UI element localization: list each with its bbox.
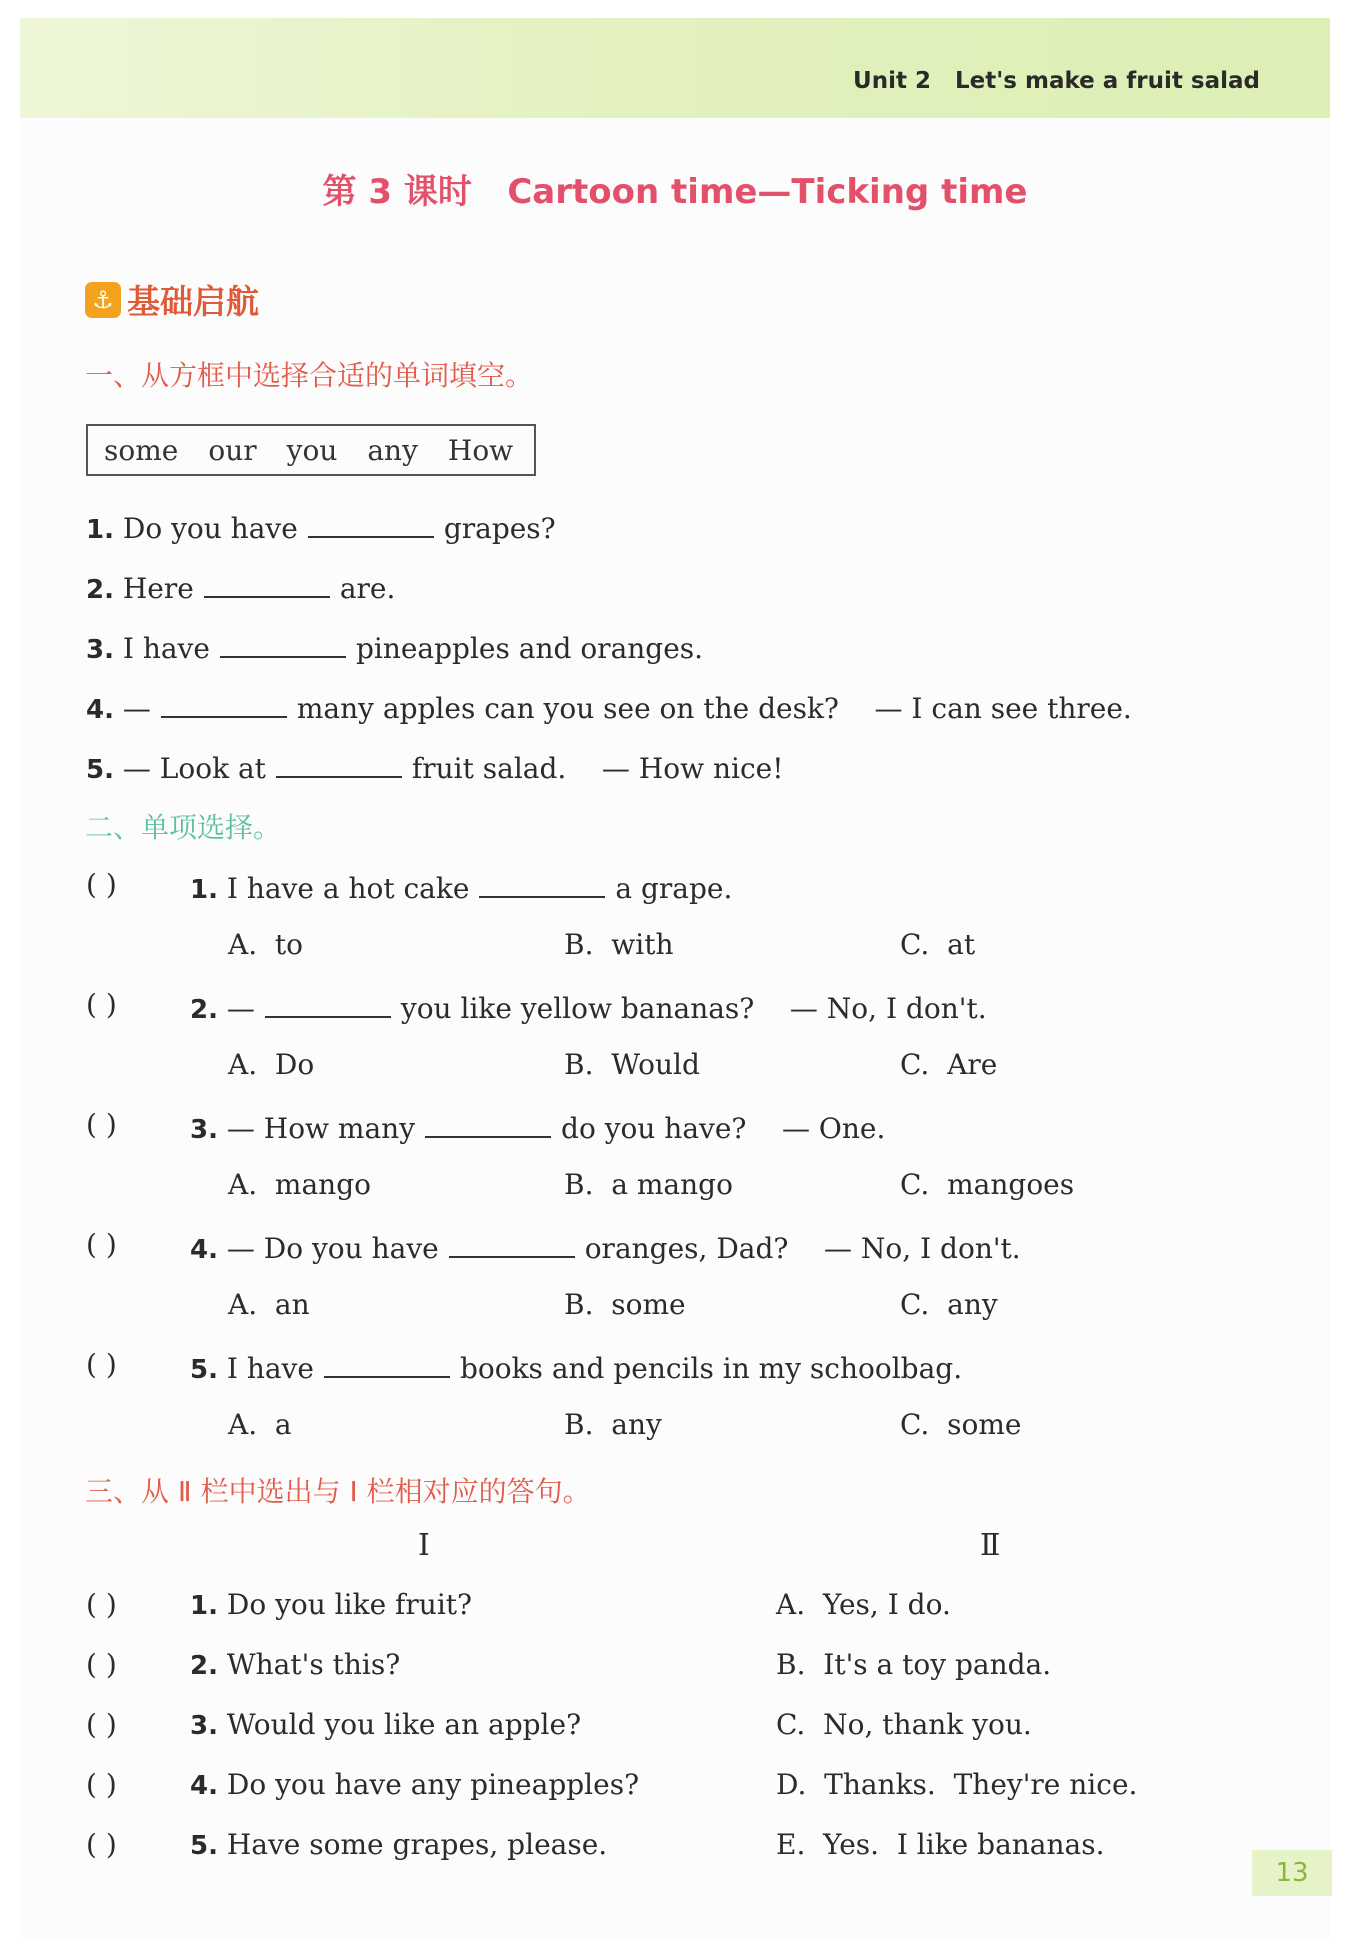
match-question: 3. Would you like an apple? — [190, 1708, 582, 1741]
answer-blank[interactable] — [308, 508, 434, 538]
option-a[interactable]: A. a — [228, 1408, 292, 1441]
answer-paren[interactable]: ( ) — [86, 1348, 117, 1381]
column-2-heading: Ⅱ — [980, 1528, 1001, 1563]
match-answer: C. No, thank you. — [776, 1708, 1032, 1741]
answer-blank — [425, 1108, 551, 1138]
match-answer: E. Yes. I like bananas. — [776, 1828, 1105, 1861]
answer-paren[interactable]: ( ) — [86, 1228, 117, 1261]
option-a[interactable]: A. Do — [228, 1048, 315, 1081]
option-b[interactable]: B. a mango — [564, 1168, 733, 1201]
answer-paren[interactable]: ( ) — [86, 1708, 117, 1741]
answer-blank — [479, 868, 605, 898]
part3-heading: 三、从 Ⅱ 栏中选出与 Ⅰ 栏相对应的答句。 — [85, 1475, 591, 1508]
unit-title: Let's make a fruit salad — [955, 68, 1260, 94]
option-a[interactable]: A. mango — [228, 1168, 371, 1201]
choice-question: 4. — Do you have oranges, Dad? — No, I don't. — [190, 1228, 1021, 1265]
answer-paren[interactable]: ( ) — [86, 1588, 117, 1621]
answer-blank — [449, 1228, 575, 1258]
option-c[interactable]: C. at — [900, 928, 976, 961]
fill-item: 1. Do you have grapes? — [86, 508, 556, 545]
answer-blank — [265, 988, 391, 1018]
option-c[interactable]: C. any — [900, 1288, 998, 1321]
unit-label: Unit 2 — [853, 68, 931, 94]
answer-blank[interactable] — [276, 748, 402, 778]
choice-question: 5. I have books and pencils in my schoolbag. — [190, 1348, 962, 1385]
answer-paren[interactable]: ( ) — [86, 1768, 117, 1801]
option-b[interactable]: B. with — [564, 928, 674, 961]
anchor-icon: ⚓ — [85, 282, 121, 318]
word-option: our — [208, 433, 257, 467]
match-question: 5. Have some grapes, please. — [190, 1828, 608, 1861]
part1-heading: 一、从方框中选择合适的单词填空。 — [85, 359, 534, 392]
word-option: some — [104, 433, 179, 467]
fill-item: 5. — Look at fruit salad. — How nice! — [86, 748, 783, 785]
option-a[interactable]: A. to — [228, 928, 304, 961]
word-box — [86, 424, 536, 476]
match-answer: A. Yes, I do. — [776, 1588, 951, 1621]
section-title: 基础启航 — [127, 282, 259, 321]
option-b[interactable]: B. some — [564, 1288, 686, 1321]
answer-blank — [324, 1348, 450, 1378]
option-a[interactable]: A. an — [228, 1288, 310, 1321]
answer-blank[interactable] — [204, 568, 330, 598]
option-b[interactable]: B. Would — [564, 1048, 700, 1081]
choice-question: 2. — you like yellow bananas? — No, I don't. — [190, 988, 987, 1025]
answer-blank[interactable] — [220, 628, 346, 658]
match-question: 4. Do you have any pineapples? — [190, 1768, 640, 1801]
option-c[interactable]: C. mangoes — [900, 1168, 1075, 1201]
answer-blank[interactable] — [161, 688, 287, 718]
fill-item: 2. Here are. — [86, 568, 395, 605]
option-b[interactable]: B. any — [564, 1408, 662, 1441]
word-option: you — [286, 433, 338, 467]
lesson-title: 第 3 课时 Cartoon time—Ticking time — [322, 172, 1028, 212]
match-question: 1. Do you like fruit? — [190, 1588, 473, 1621]
part2-heading: 二、单项选择。 — [85, 811, 282, 844]
answer-paren[interactable]: ( ) — [86, 1828, 117, 1861]
unit-header — [853, 68, 1260, 94]
fill-item: 4. — many apples can you see on the desk? — I can see three. — [86, 688, 1132, 725]
match-answer: B. It's a toy panda. — [776, 1648, 1052, 1681]
choice-question: 3. — How many do you have? — One. — [190, 1108, 885, 1145]
answer-paren[interactable]: ( ) — [86, 988, 117, 1021]
choice-question: 1. I have a hot cake a grape. — [190, 868, 732, 905]
answer-paren[interactable]: ( ) — [86, 1648, 117, 1681]
section-heading — [85, 276, 259, 323]
column-1-heading: Ⅰ — [418, 1528, 430, 1563]
match-answer: D. Thanks. They're nice. — [776, 1768, 1138, 1801]
page-number: 13 — [1252, 1850, 1332, 1896]
answer-paren[interactable]: ( ) — [86, 1108, 117, 1141]
answer-paren[interactable]: ( ) — [86, 868, 117, 901]
word-option: any — [367, 433, 418, 467]
option-c[interactable]: C. some — [900, 1408, 1022, 1441]
fill-item: 3. I have pineapples and oranges. — [86, 628, 703, 665]
match-question: 2. What's this? — [190, 1648, 401, 1681]
option-c[interactable]: C. Are — [900, 1048, 998, 1081]
word-option: How — [447, 433, 514, 467]
